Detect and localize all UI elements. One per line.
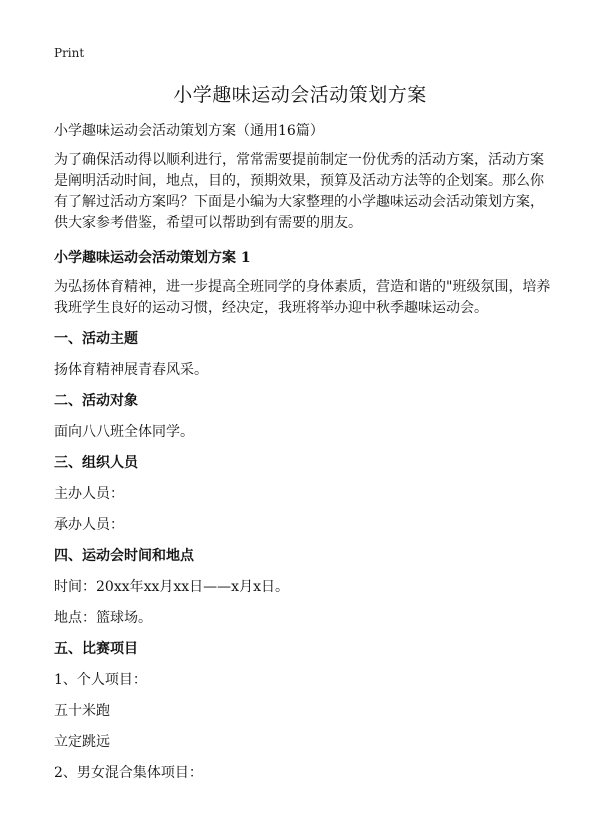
undertaker-text: 承办人员： [54,517,124,533]
activity-audience-text: 面向八八班全体同学。 [54,424,194,440]
time-text: 时间：20xx年xx月xx日——x月x日。 [54,579,289,595]
page-title: 小学趣味运动会活动策划方案 [173,84,427,106]
document-body [54,121,554,784]
event-item: 立定跳远 [54,734,110,750]
section-intro-paragraph: 为弘扬体育精神，进一步提高全班同学的身体素质，营造和谐的"班级氛围，培养我班学生良好的运动习惯，经决定，我班将举办迎中秋季趣味运动会。 [54,279,551,316]
intro-paragraph: 为了确保活动得以顺利进行，常常需要提前制定一份优秀的活动方案，活动方案是阐明活动时间，地点，目的，预期效果，预算及活动方法等的企划案。那么你有了解过活动方案吗？下面是小编为大家整理的小学趣味运动会活动策划方案，供大家参考借鉴，希望可以帮助到有需要的朋友。 [54,152,544,231]
print-link[interactable]: Print [54,46,85,60]
heading-organizers: 三、组织人员 [54,455,138,471]
place-text: 地点：篮球场。 [54,610,152,626]
document-subtitle: 小学趣味运动会活动策划方案（通用16篇） [54,123,324,139]
heading-activity-theme: 一、活动主题 [54,331,138,347]
section-title: 小学趣味运动会活动策划方案 1 [54,250,251,266]
organizer-text: 主办人员： [54,486,124,502]
heading-events: 五、比赛项目 [54,641,138,657]
activity-theme-text: 扬体育精神展青春风采。 [54,362,208,378]
event-item: 五十米跑 [54,703,110,719]
individual-events-label: 1、个人项目： [54,672,147,688]
heading-time-place: 四、运动会时间和地点 [54,548,194,564]
group-events-label: 2、男女混合集体项目： [54,765,203,781]
heading-activity-audience: 二、活动对象 [54,393,138,409]
